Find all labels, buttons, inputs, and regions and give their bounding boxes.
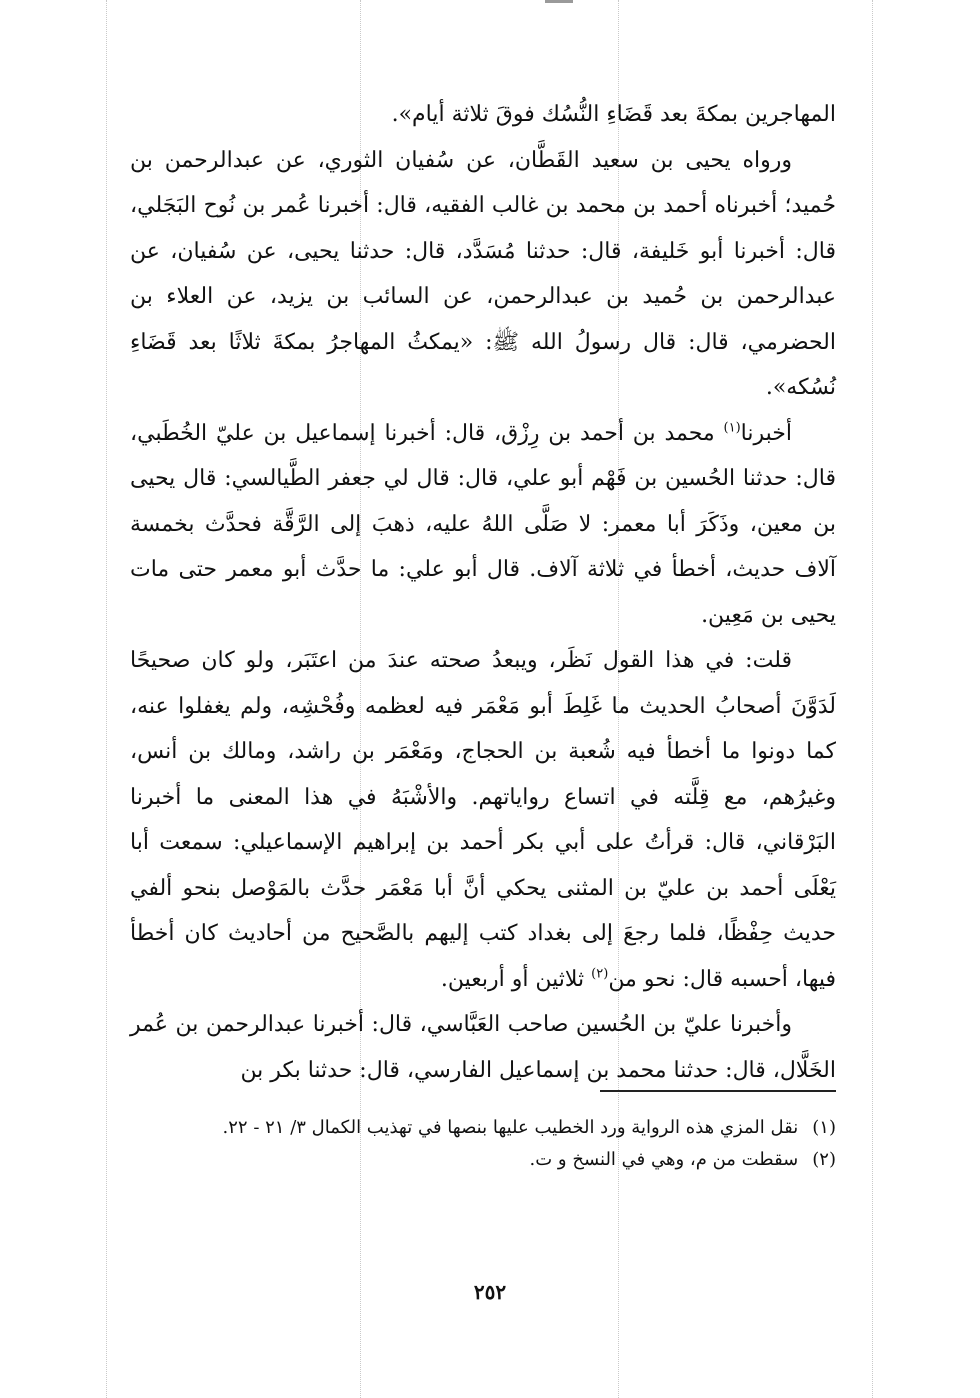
- footnote-reference[interactable]: (١): [723, 420, 741, 436]
- scan-top-mark: [545, 0, 573, 3]
- footnote-separator: [600, 1090, 836, 1092]
- paragraph: وأخبرنا عليّ بن الحُسين صاحب العَبَّاسي، قال: أخبرنا عبدالرحمن بن عُمر الخَلَّال، قال: حدثنا محمد بن إسماعيل الفارسي، قال: حدثنا بكر بن: [130, 1012, 836, 1083]
- footnote-number: (١): [812, 1117, 836, 1138]
- page-number: ٢٥٢: [473, 1280, 507, 1304]
- footnote-item: [130, 1144, 836, 1176]
- scan-guide-line: [106, 0, 107, 1398]
- footnotes: [130, 1112, 836, 1176]
- paragraph: ورواه يحيى بن سعيد القَطَّان، عن سُفيان الثوري، عن عبدالرحمن بن حُميد؛ أخبرناه أحمد بن محمد بن غالب الفقيه، قال: أخبرنا عُمر بن نُوح البَجَلي، قال: أخبرنا أبو خَليفة، قال: حدثنا مُسَدَّد، قال: حدثنا يحيى، عن سُفيان، عن عبدالرحمن بن حُميد بن عبدالرحمن، عن السائب بن يزيد، عن العلاء بن الحضرمي، قال: قال رسولُ الله ﷺ: «يمكثُ المهاجرُ بمكةَ ثلاثًا بعد قَضَاءِ نُسُكه».: [130, 147, 836, 400]
- footnote-text: نقل المزي هذه الرواية ورد الخطيب عليها بنصها في تهذيب الكمال ٣/ ٢١ - ٢٢.: [222, 1117, 799, 1138]
- footnote-text: سقطت من م، وهي في النسخ و ت.: [529, 1149, 799, 1170]
- footnote-item: [130, 1112, 836, 1144]
- footnote-reference[interactable]: (٢): [591, 966, 609, 982]
- main-text: [130, 92, 836, 1093]
- paragraph: [130, 638, 836, 1002]
- paragraph-body: قلت: في هذا القول نَظَر، ويبعدُ صحته عندَ من اعتَبَر، ولو كان صحيحًا لَدَوَّنَ أصحابُ الحديث ما غَلِطَ أبو مَعْمَر فيه لعظمه وفُحْشِه، ولم يغفلوا عنه، كما دونوا ما أخطأ فيه شُعبة بن الحجاج، ومَعْمَر بن راشد، ومالك بن أنس، وغيرُهم، مع قِلَّته في اتساع رواياتهم. والأشْبَهُ في هذا المعنى ما أخبرنا البَرْقاني، قال: قرأتُ على أبي بكر أحمد بن إبراهيم الإسماعيلي: سمعت أبا يَعْلَى أحمد بن عليّ بن المثنى يحكي أنَّ أبا مَعْمَر حدَّث بالمَوْصل بنحو ألفي حديث حِفْظًا، فلما رجعَ إلى بغداد كتب إليهم بالصَّحيح من أحاديث كان أخطأ فيها، أحسبه قال: نحو من: [130, 648, 836, 992]
- paragraph-body: محمد بن أحمد بن رِزْق، قال: أخبرنا إسماعيل بن عليّ الخُطَبي، قال: حدثنا الحُسين بن فَهْم أبو علي، قال: قال لي جعفر الطَّيالسي: قال يحيى بن معين، وذَكَرَ أبا معمر: لا صَلَّى اللهُ عليه، ذهبَ إلى الرَّقَّة فحدَّث بخمسة آلاف حديث، أخطأ في ثلاثة آلاف. قال أبو علي: ما حدَّث أبو معمر حتى مات يحيى بن مَعِين.: [130, 420, 836, 628]
- footnote-number: (٢): [812, 1149, 836, 1170]
- scan-guide-line: [872, 0, 873, 1398]
- paragraph-lead: أخبرنا: [740, 420, 792, 446]
- paragraph: المهاجرين بمكةَ بعد قَضَاءِ النُّسُك فوقَ ثلاثة أيام».: [391, 102, 836, 127]
- paragraph: [130, 411, 836, 639]
- paragraph-tail: ثلاثين أو أربعين.: [440, 966, 592, 992]
